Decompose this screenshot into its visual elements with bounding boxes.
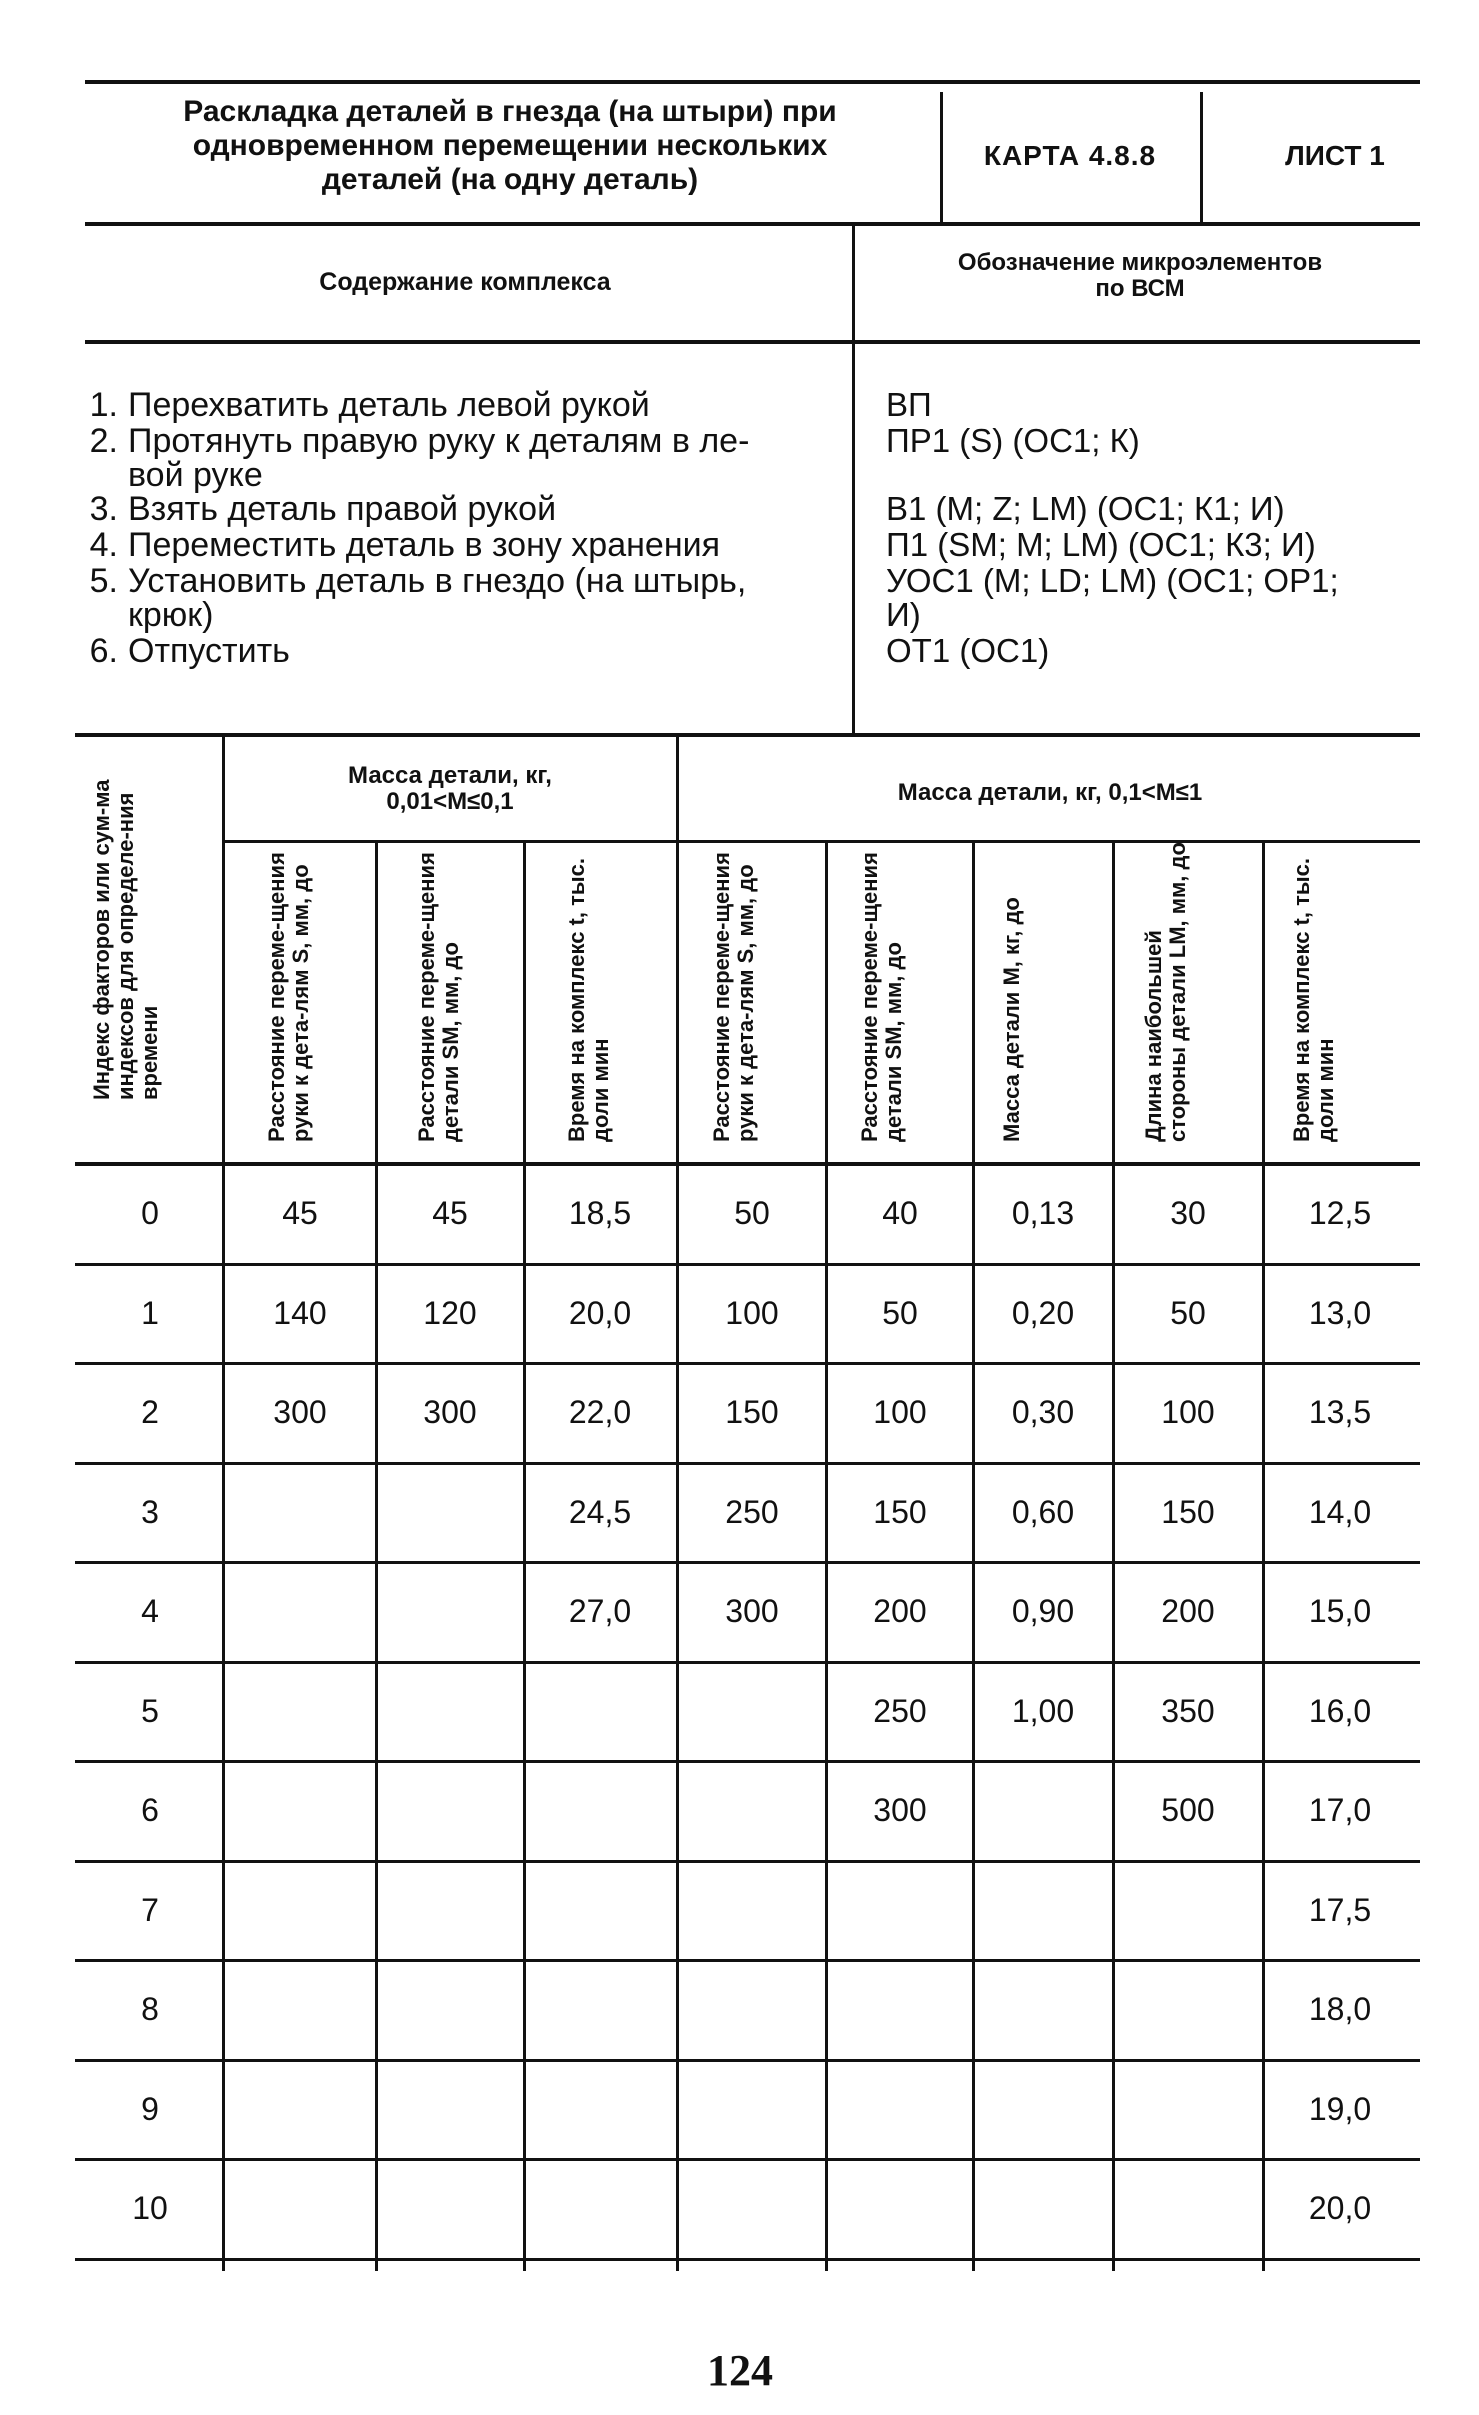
col-header-8: Время на комплекс t, тыс. доли мин [1289,857,1338,1142]
row-index-cell: 7 [141,1891,159,1928]
sheet-number: ЛИСТ 1 [1285,140,1385,171]
table-cell: 40 [882,1195,918,1231]
table-cell: 30 [1170,1195,1206,1231]
row-rule [75,1263,1420,1266]
table-top-rule [75,733,1420,737]
step-text-line: Протянуть правую руку к деталям в ле- [128,422,750,460]
row-index-cell: 8 [141,1991,159,2027]
table-cell: 0,90 [1011,1593,1075,1629]
header-body-rule [75,1162,1420,1166]
table-cell: 200 [873,1593,927,1629]
col-line [523,843,526,2271]
card-number: КАРТА 4.8.8 [983,140,1157,171]
step-text-line: Установить деталь в гнездо (на штырь, [128,562,747,600]
top-rule [85,80,1420,84]
group-header-1 [225,763,675,815]
design-header-line-1: Обозначение микроэлементов [957,249,1323,276]
design-header-line-2: по ВСМ [1095,275,1185,302]
code-2: ПР1 (S) (ОС1; К) [886,422,1140,459]
table-cell: 50 [882,1294,918,1331]
row-index-cell: 2 [141,1394,159,1430]
table-cell: 250 [873,1692,927,1729]
table-cell: 20,0 [568,1294,632,1331]
col-line [1262,843,1265,2271]
table-cell: 50 [1170,1294,1206,1331]
code-4: П1 (SM; M; LM) (ОС1; К3; И) [886,526,1316,563]
table-cell: 18,0 [1308,1991,1372,2027]
title-line-1: Раскладка деталей в гнезда (на штыри) при [183,95,837,128]
col-header-2: Расстояние переме-щения детали SM, мм, до [414,852,463,1142]
table-cell: 150 [873,1493,927,1530]
row-index-cell: 1 [141,1294,159,1331]
step-text [128,564,840,632]
content-header: Содержание комплекса [319,268,611,296]
step-text [128,424,840,492]
col-line [972,843,975,2271]
col-header-1: Расстояние переме-щения руки к дета-лям S, мм, до [264,852,313,1142]
table-cell: 13,5 [1308,1394,1372,1430]
step-text: Взять деталь правой рукой [128,490,557,528]
table-cell: 17,5 [1308,1891,1372,1928]
row-rule [75,1561,1420,1564]
card-title [110,95,910,197]
table-cell: 18,5 [568,1195,632,1231]
col-header-5: Расстояние переме-щения детали SM, мм, до [857,852,906,1142]
row-index-cell: 10 [132,2190,168,2226]
code-3: В1 (M; Z; LM) (ОС1; К1; И) [886,490,1285,527]
row-rule [75,1959,1420,1962]
step-text: Переместить деталь в зону хранения [128,526,720,564]
row-index-cell: 5 [141,1692,159,1729]
step-number: 3. [89,490,118,528]
table-cell: 200 [1161,1593,1215,1629]
header-bottom-rule [85,222,1420,226]
table-cell: 22,0 [568,1394,632,1430]
row-rule [75,1661,1420,1664]
table-cell: 150 [725,1394,779,1430]
content-divider [852,226,855,734]
table-cell: 13,0 [1308,1294,1372,1331]
table-cell: 100 [1161,1394,1215,1430]
table-cell: 12,5 [1308,1195,1372,1231]
row-index-cell: 0 [141,1195,159,1231]
col-header-3: Время на комплекс t, тыс. доли мин [564,857,613,1142]
table-cell: 150 [1161,1493,1215,1530]
row-rule [75,2258,1420,2261]
step-number: 6. [89,632,118,670]
table-cell: 300 [273,1394,327,1430]
step-text: Перехватить деталь левой рукой [128,386,650,424]
code-line: И) [886,596,921,633]
table-cell: 100 [725,1294,779,1331]
step-number: 1. [89,386,118,424]
table-cell: 0,30 [1011,1394,1075,1430]
step-text-line: крюк) [128,596,214,634]
table-cell: 0,60 [1011,1493,1075,1530]
table-cell: 300 [423,1394,477,1430]
row-rule [75,2158,1420,2161]
table-cell: 20,0 [1308,2190,1372,2226]
step-text: Отпустить [128,632,290,670]
table-cell: 0,13 [1011,1195,1075,1231]
row-rule [75,1462,1420,1465]
col-line [1112,843,1115,2271]
table-cell: 50 [734,1195,770,1231]
table-cell: 300 [873,1792,927,1828]
table-cell: 45 [432,1195,468,1231]
row-rule [75,1860,1420,1863]
col-line [222,736,225,2271]
index-header: Индекс факторов или сум-ма индексов для определе-ния времени [89,779,162,1100]
row-rule [75,2059,1420,2062]
table-cell: 120 [423,1294,477,1331]
title-line-2: одновременном перемещении нескольких [192,129,828,162]
page-number: 124 [707,2346,773,2395]
step-number: 5. [89,562,118,600]
table-cell: 14,0 [1308,1493,1372,1530]
group-header-line: Масса детали, кг, [348,762,552,789]
table-cell: 500 [1161,1792,1215,1828]
table-cell: 15,0 [1308,1593,1372,1629]
design-header [860,250,1420,302]
table-cell: 0,20 [1011,1294,1075,1331]
table-cell: 24,5 [568,1493,632,1530]
table-cell: 250 [725,1493,779,1530]
title-line-3: деталей (на одну деталь) [321,163,699,196]
group-header-line: 0,01<M≤0,1 [386,788,514,815]
step-text-line: вой руке [128,456,263,494]
table-cell: 350 [1161,1692,1215,1729]
col-header-4: Расстояние переме-щения руки к дета-лям S, мм, до [709,852,758,1142]
table-cell: 1,00 [1011,1692,1075,1729]
row-rule [75,1362,1420,1365]
code-1: ВП [886,386,932,423]
row-rule [75,1760,1420,1763]
code-6: ОТ1 (ОС1) [886,632,1050,669]
table-cell: 16,0 [1308,1692,1372,1729]
content-header-rule [85,340,1420,344]
col-header-7: Длина наибольшей стороны детали LM, мм, до [1141,842,1190,1142]
table-cell: 100 [873,1394,927,1430]
code-line: УОС1 (M; LD; LM) (ОС1; ОР1; [886,562,1339,599]
code-5 [886,564,1446,632]
step-number: 2. [89,422,118,460]
table-cell: 300 [725,1593,779,1629]
col-line [825,843,828,2271]
row-index-cell: 6 [141,1792,159,1828]
card-divider [1200,92,1203,222]
step-number: 4. [89,526,118,564]
group-header-2: Масса детали, кг, 0,1<M≤1 [897,779,1203,806]
table-cell: 17,0 [1308,1792,1372,1828]
row-index-cell: 4 [141,1593,159,1629]
row-index-cell: 3 [141,1493,159,1530]
table-cell: 45 [282,1195,318,1231]
col-header-6: Масса детали M, кг, до [999,897,1024,1142]
table-cell: 27,0 [568,1593,632,1629]
row-index-cell: 9 [141,2090,159,2127]
table-cell: 140 [273,1294,327,1331]
table-cell: 19,0 [1308,2090,1372,2127]
col-line [375,843,378,2271]
